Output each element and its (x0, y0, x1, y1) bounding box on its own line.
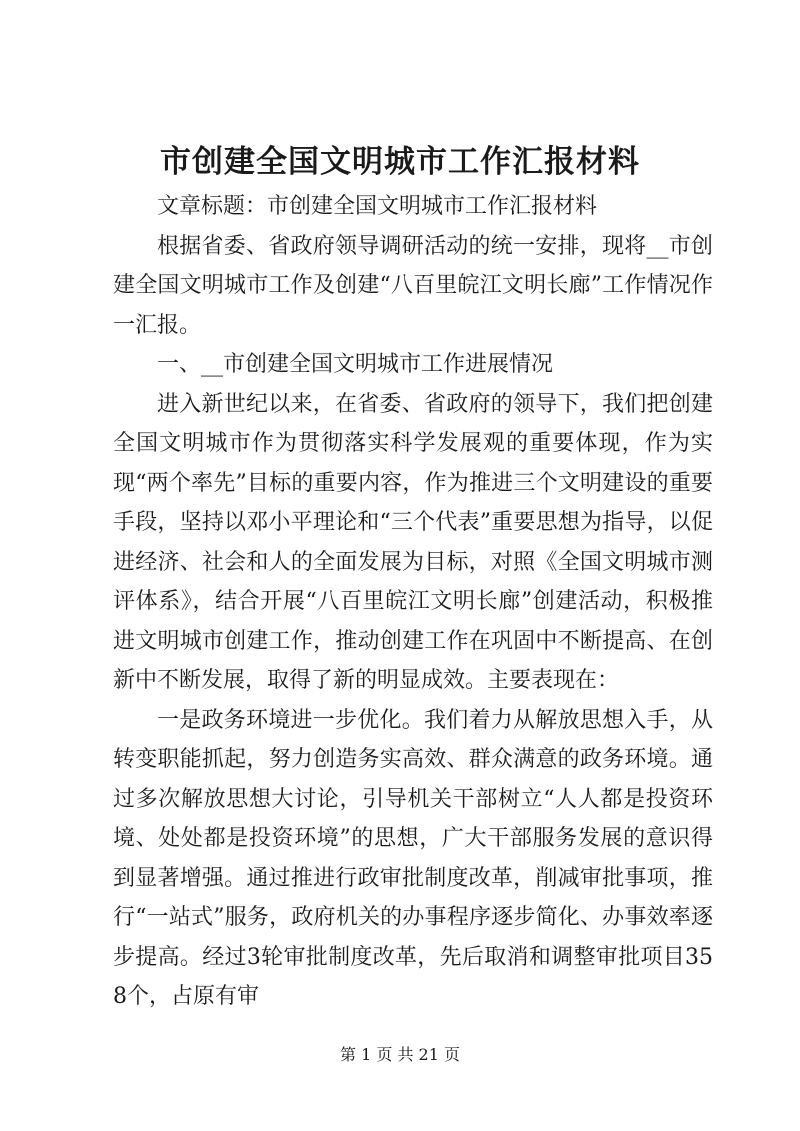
document-title: 市创建全国文明城市工作汇报材料 (160, 144, 640, 180)
page-footer: 第 1 页 共 21 页 (340, 1045, 460, 1064)
paragraph-intro: 根据省委、省政府领导调研活动的统一安排，现将__市创建全国文明城市工作及创建“八百里皖江文明长廊”工作情况作一汇报。 (113, 233, 713, 338)
document-body (113, 187, 713, 1017)
paragraph-article-title: 文章标题：市创建全国文明城市工作汇报材料 (157, 194, 598, 219)
paragraph-government-environment: 一是政务环境进一步优化。我们着力从解放思想入手，从转变职能抓起，努力创造务实高效、群众满意的政务环境。通过多次解放思想大讨论，引导机关干部树立“人人都是投资环境、处处都是投资环境”的思想，广大干部服务发展的意识得到显著增强。通过推进行政审批制度改革，削减审批事项，推行“一站式”服务，政府机关的办事程序逐步简化、办事效率逐步提高。经过3轮审批制度改革，先后取消和调整审批项目358个，占原有审 (113, 707, 713, 1009)
section-heading: 一、__市创建全国文明城市工作进展情况 (157, 352, 554, 377)
paragraph-progress: 进入新世纪以来，在省委、省政府的领导下，我们把创建全国文明城市作为贯彻落实科学发展观的重要体现，作为实现“两个率先”目标的重要内容，作为推进三个文明建设的重要手段，坚持以邓小平理论和“三个代表”重要思想为指导，以促进经济、社会和人的全面发展为目标，对照《全国文明城市测评体系》，结合开展“八百里皖江文明长廊”创建活动，积极推进文明城市创建工作，推动创建工作在巩固中不断提高、在创新中不断发展，取得了新的明显成效。主要表现在： (113, 391, 713, 693)
